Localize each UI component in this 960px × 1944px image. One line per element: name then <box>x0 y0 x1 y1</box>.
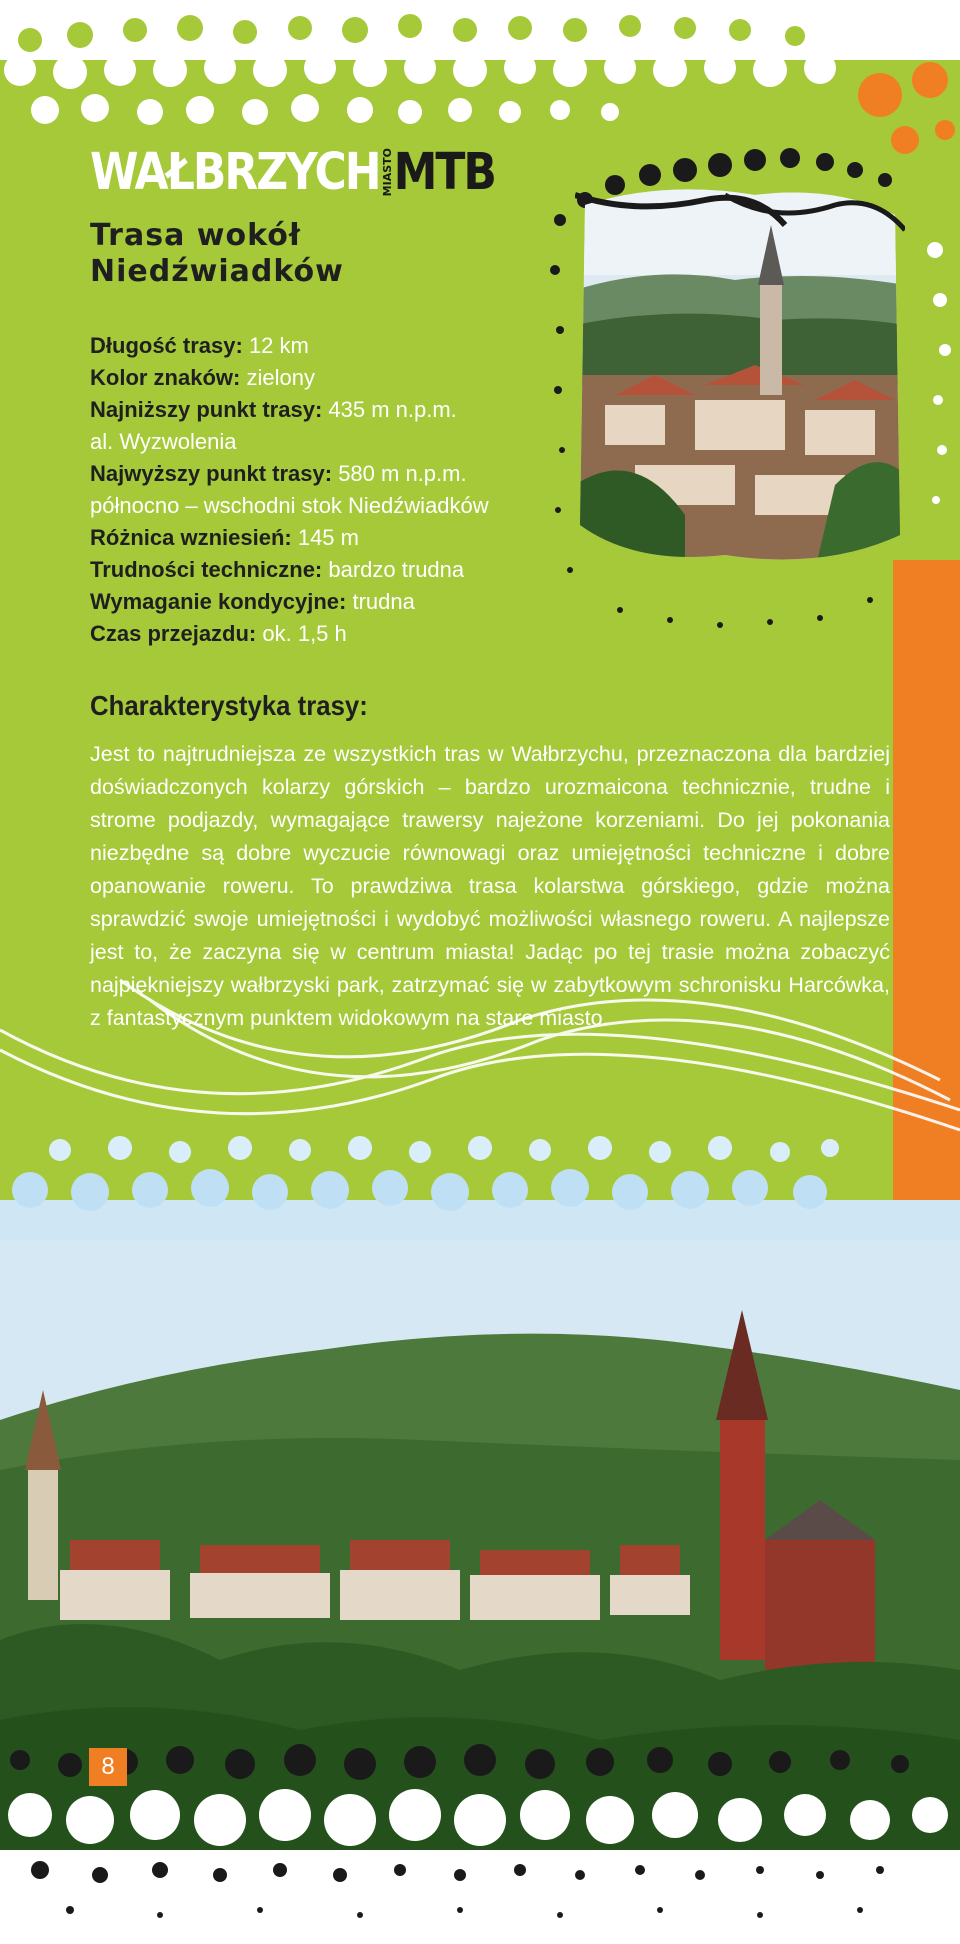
logo-walbrzych-text: WAŁBRZYCH <box>90 142 380 202</box>
logo-mtb-text: MTB <box>393 142 495 202</box>
route-title: Trasa wokół Niedźwiadków <box>90 218 344 289</box>
spec-lowest-point: Najniższy punkt trasy: 435 m n.p.m. <box>90 397 457 422</box>
route-specs <box>90 330 610 650</box>
spec-elevation-difference: Różnica wzniesień: 145 m <box>90 525 359 550</box>
spec-ride-time: Czas przejazdu: ok. 1,5 h <box>90 621 347 646</box>
spec-length: Długość trasy: 12 km <box>90 333 309 358</box>
description-heading: Charakterystyka trasy: <box>90 690 368 721</box>
spec-highest-point-location: północno – wschodni stok Niedźwiadków <box>90 493 489 518</box>
logo-miasto-text: MIASTO <box>380 147 394 196</box>
description-text: Jest to najtrudniejsza ze wszystkich tras w Wałbrzychu, przeznaczona dla bardziej doświadczonych kolarzy górskich – bardzo urozmaicona technicznie, trudne i strome podjazdy, wymagające trawersy najeżone korzeniami. Do jej pokonania niezbędne są dobre wyczucie równowagi oraz umiejętności techniczne i dobre opanowanie roweru. To prawdziwa trasa kolarstwa górskiego, gdzie można sprawdzić swoje umiejętności i wydobyć możliwości własnego roweru. A najlepsze jest to, że zaczyna się w centrum miasta! Jadąc po tej trasie można zobaczyć najpiękniejszy wałbrzyski park, zatrzymać się w zabytkowym schronisku Harcówka, z fantastycznym punktem widokowym na stare miasto. <box>90 742 890 1030</box>
spec-lowest-point-location: al. Wyzwolenia <box>90 429 237 454</box>
spec-highest-point: Najwyższy punkt trasy: 580 m n.p.m. <box>90 461 467 486</box>
spec-fitness-requirement: Wymaganie kondycyjne: trudna <box>90 589 415 614</box>
page-number: 8 <box>89 1748 127 1786</box>
spec-marker-color: Kolor znaków: zielony <box>90 365 315 390</box>
decorative-dots-bottom <box>0 1740 960 1944</box>
walbrzych-mtb-logo <box>90 128 495 202</box>
spec-technical-difficulty: Trudności techniczne: bardzo trudna <box>90 557 465 582</box>
town-photo <box>575 185 905 570</box>
